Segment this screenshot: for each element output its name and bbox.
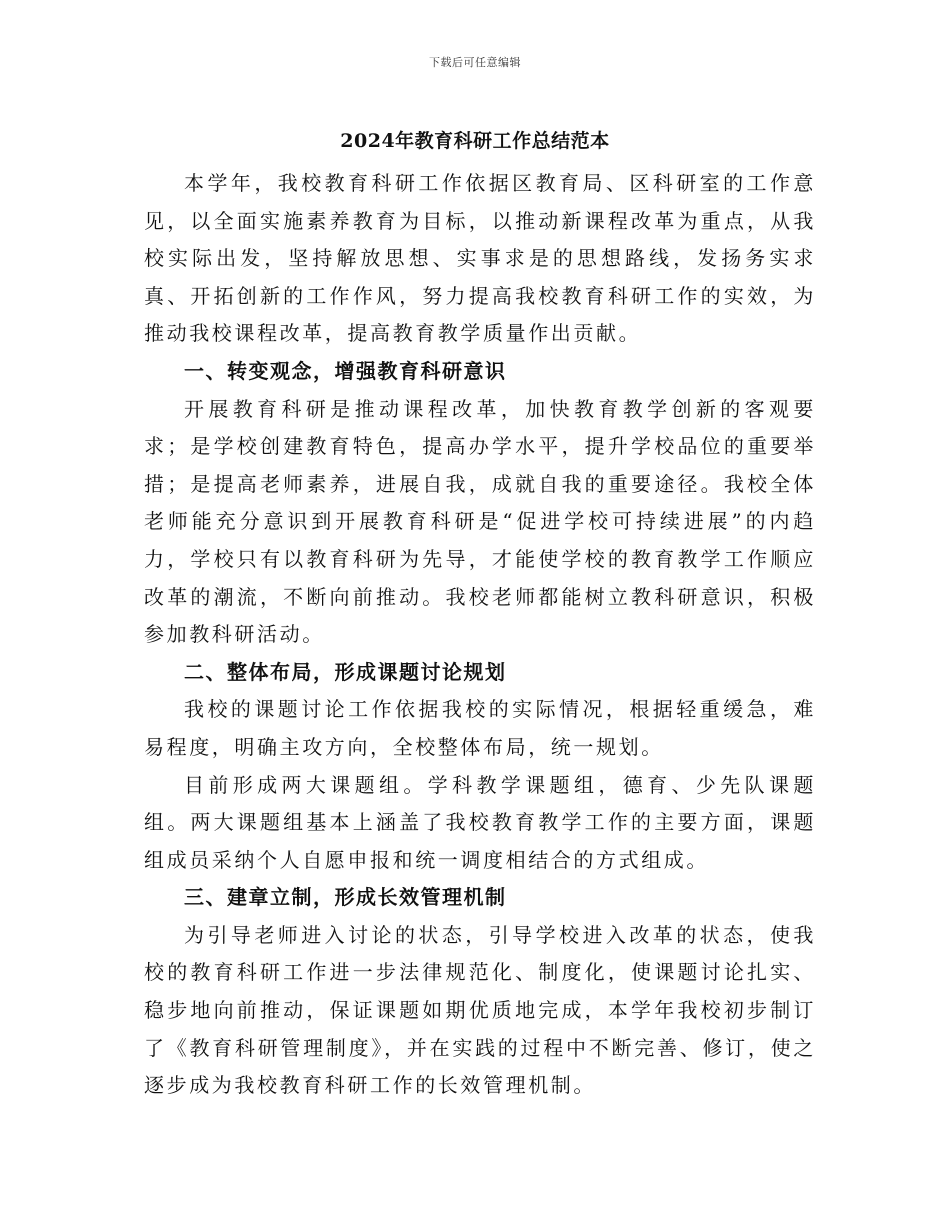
header-note: 下载后可任意编辑 [429,56,521,69]
paragraph-section-3: 为引导老师进入讨论的状态，引导学校进入改革的状态，使我校的教育科研工作进一步法律规范化、制度化，使课题讨论扎实、稳步地向前推动，保证课题如期优质地完成，本学年我校初步制订了《教育科研管理制度》，并在实践的过程中不断完善、修订，使之逐步成为我校教育科研工作的长效管理机制。 [144,922,816,1098]
paragraph-section-1: 开展教育科研是推动课程改革，加快教育教学创新的客观要求；是学校创建教育特色，提高办学水平，提升学校品位的重要举措；是提高老师素养，进展自我，成就自我的重要途径。我校全体老师能充分意识到开展教育科研是“促进学校可持续进展”的内趋力，学校只有以教育科研为先导，才能使学校的教育教学工作顺应改革的潮流，不断向前推动。我校老师都能树立教科研意识，积极参加教科研活动。 [144,396,816,647]
section-heading-1: 一、转变观念，增强教育科研意识 [184,358,507,383]
document-title: 2024年教育科研工作总结范本 [340,130,610,152]
paragraph-intro: 本学年，我校教育科研工作依据区教育局、区科研室的工作意见，以全面实施素养教育为目标，以推动新课程改革为重点，从我校实际出发，坚持解放思想、实事求是的思想路线，发扬务实求真、开拓创新的工作作风，努力提高我校教育科研工作的实效，为推动我校课程改革，提高教育教学质量作出贡献。 [144,171,816,346]
paragraph-section-2b: 目前形成两大课题组。学科教学课题组，德育、少先队课题组。两大课题组基本上涵盖了我校教育教学工作的主要方面，课题组成员采纳个人自愿申报和统一调度相结合的方式组成。 [144,772,816,872]
document-body [144,165,816,1105]
section-heading-3: 三、建章立制，形成长效管理机制 [184,885,507,910]
paragraph-section-2a: 我校的课题讨论工作依据我校的实际情况，根据轻重缓急，难易程度，明确主攻方向，全校整体布局，统一规划。 [144,697,816,759]
section-heading-2: 二、整体布局，形成课题讨论规划 [184,659,507,684]
